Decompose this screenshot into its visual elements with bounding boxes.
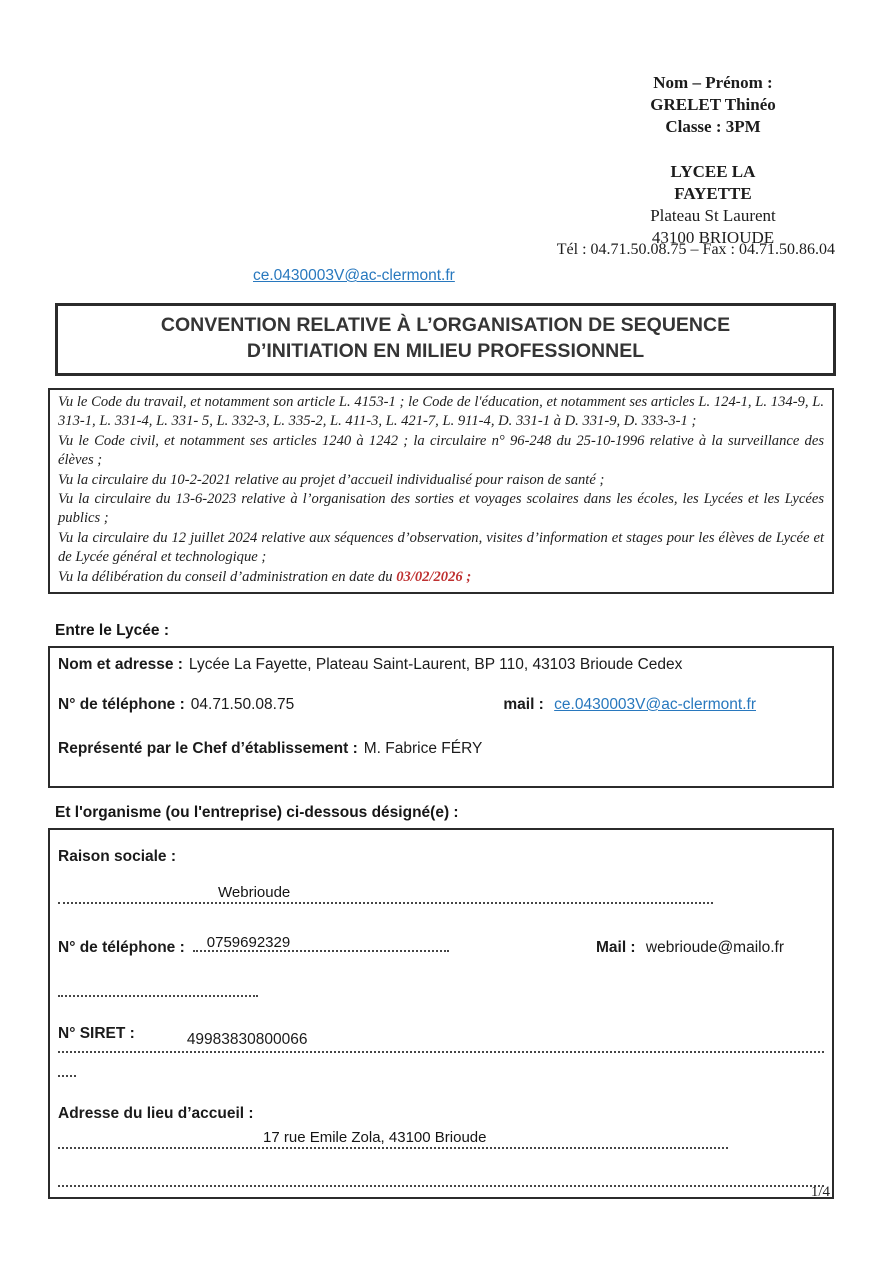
organisme-phone-label: N° de téléphone : <box>58 939 185 956</box>
school-address-line1: Plateau St Laurent <box>650 205 776 225</box>
adresse-accueil-label: Adresse du lieu d’accueil : <box>58 1105 254 1122</box>
lycee-name-address-value: Lycée La Fayette, Plateau Saint-Laurent, BP 110, 43103 Brioude Cedex <box>188 656 683 673</box>
school-email-link[interactable]: ce.0430003V@ac-clermont.fr <box>253 267 455 284</box>
student-name-label: Nom – Prénom : <box>653 73 773 92</box>
organisme-info-box <box>48 828 834 1199</box>
student-name: GRELET Thinéo <box>650 94 776 114</box>
organisme-mail-value[interactable]: webrioude@mailo.fr <box>645 939 784 956</box>
letterhead-block <box>578 72 848 248</box>
school-name-line1: LYCEE LA <box>670 162 756 182</box>
organisme-mail-group <box>596 939 784 957</box>
legal-paragraph-2: Vu le Code civil, et notamment ses articles 1240 à 1242 ; la circulaire n° 96-248 du 25-10-1996 relative à la surveillance des élèves ; <box>58 432 824 469</box>
document-title-line1: CONVENTION RELATIVE À L’ORGANISATION DE SEQUENCE <box>160 314 731 336</box>
lycee-email-link[interactable]: ce.0430003V@ac-clermont.fr <box>554 696 756 713</box>
lycee-name-address-row <box>58 656 824 674</box>
legal-paragraph-3: Vu la circulaire du 10-2-2021 relative au projet d’accueil individualisé pour raison de santé ; <box>58 471 605 488</box>
section-heading-lycee: Entre le Lycée : <box>55 622 170 639</box>
lycee-phone-mail-row <box>58 696 824 714</box>
legal-notice-box <box>48 388 834 594</box>
lycee-info-box <box>48 646 834 788</box>
organisme-phone-value[interactable]: 0759692329 <box>206 934 291 951</box>
raison-sociale-label: Raison sociale : <box>58 848 177 865</box>
document-title <box>55 303 836 376</box>
section-heading-organisme: Et l'organisme (ou l'entreprise) ci-dessous désigné(e) : <box>55 804 459 821</box>
adresse-accueil-fill <box>58 1125 824 1149</box>
document-title-line2: D’INITIATION EN MILIEU PROFESSIONNEL <box>246 340 645 363</box>
lycee-phone-label: N° de téléphone : <box>58 696 185 713</box>
legal-paragraph-6 <box>58 568 824 587</box>
student-class: Classe : 3PM <box>665 116 761 136</box>
siret-label: N° SIRET : <box>58 1025 135 1042</box>
page-number: 1/4 <box>810 1184 830 1200</box>
legal-paragraph-5: Vu la circulaire du 12 juillet 2024 relative aux séquences d’observation, visites d’information et stages pour les élèves de Lycée et de Lycée général et technologique ; <box>58 529 824 566</box>
lycee-name-address-label: Nom et adresse : <box>58 656 183 673</box>
organisme-mail-label: Mail : <box>595 939 636 956</box>
siret-value[interactable]: 49983830800066 <box>186 1031 308 1048</box>
deliberation-text: Vu la délibération du conseil d’administration en date du <box>58 568 397 585</box>
organisme-phone-fill <box>193 928 449 952</box>
fill-line <box>58 880 713 904</box>
lycee-representative-row <box>58 740 824 758</box>
lycee-mail-label: mail : <box>503 696 544 713</box>
fill-line <box>58 1175 824 1187</box>
school-name-line2: FAYETTE <box>674 184 752 203</box>
adresse-accueil-value[interactable]: 17 rue Emile Zola, 43100 Brioude <box>263 1129 487 1146</box>
lycee-mail-group <box>503 696 756 714</box>
lycee-phone-value: 04.71.50.08.75 <box>190 696 295 713</box>
lycee-representative-value: M. Fabrice FÉRY <box>363 740 483 757</box>
legal-paragraph-1: Vu le Code du travail, et notamment son article L. 4153-1 ; le Code de l'éducation, et notamment ses articles L. 124-1, L. 134-9, L. 313-1, L. 331-4, L. 331- 5, L. 332-3, L. 335-2, L. 411-3, L. 421-7, L. 911-4, D. 331-1 à D. 331-9, D. 333-3-1 ; <box>58 394 824 430</box>
spacer <box>578 137 848 161</box>
fill-line <box>58 1043 824 1053</box>
organisme-phone-mail-row <box>58 928 824 957</box>
school-tel-fax: Tél : 04.71.50.08.75 – Fax : 04.71.50.86.04 <box>556 241 835 258</box>
siret-row <box>58 1025 824 1048</box>
raison-sociale-value[interactable]: Webrioude <box>218 884 291 901</box>
lycee-representative-label: Représenté par le Chef d’établissement : <box>58 740 358 757</box>
legal-paragraph-4: Vu la circulaire du 13-6-2023 relative à l’organisation des sorties et voyages scolaires dans les écoles, les Lycées et les Lycées publics ; <box>58 491 824 527</box>
fill-line <box>58 973 258 997</box>
school-address-line2: 43100 BRIOUDE <box>651 227 775 247</box>
deliberation-date[interactable]: 03/02/2026 ; <box>396 568 472 585</box>
raison-sociale-fill <box>58 880 824 904</box>
fill-line <box>58 1065 76 1077</box>
